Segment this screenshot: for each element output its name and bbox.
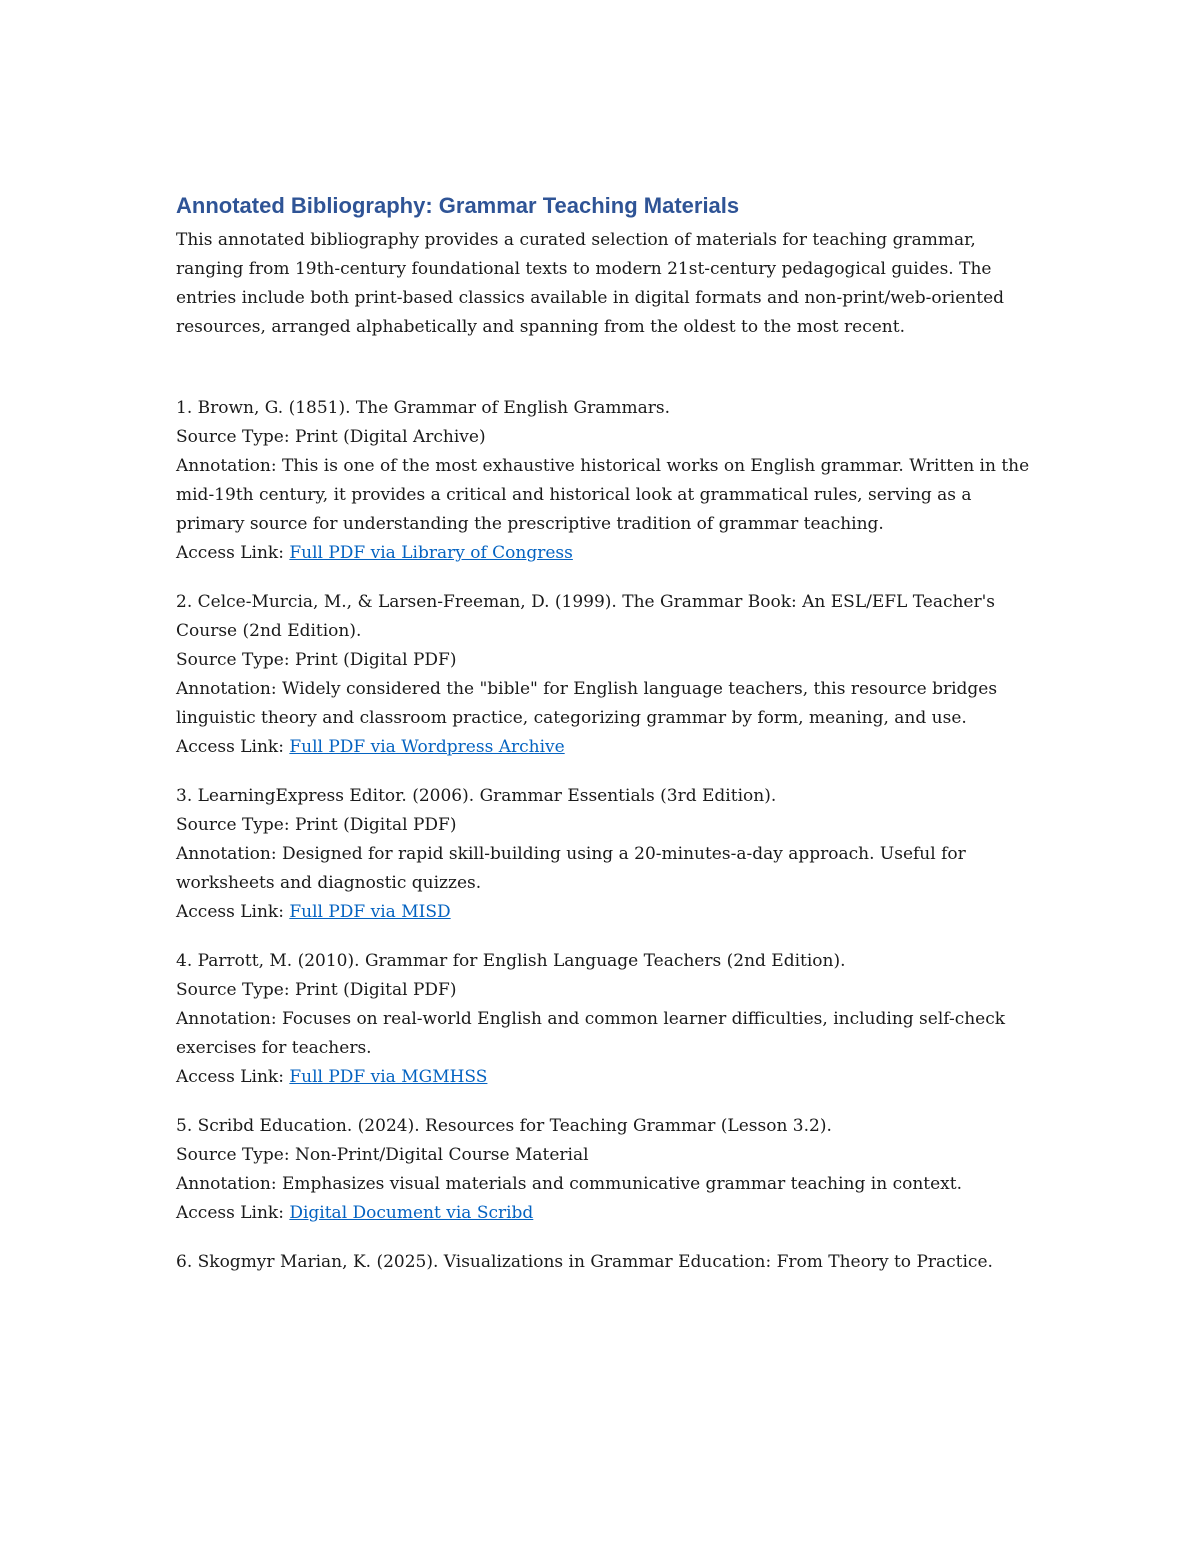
- bibliography-entry-5: [176, 1112, 1036, 1228]
- entry-source-type: Source Type: Print (Digital Archive): [176, 427, 486, 447]
- bibliography-entry-1: [176, 394, 1036, 568]
- entry-source-type: Source Type: Print (Digital PDF): [176, 980, 457, 1000]
- entry-access-line: [176, 1199, 1036, 1228]
- entry-access-line: [176, 539, 1036, 568]
- access-label: Access Link:: [176, 543, 290, 563]
- entry-access-line: [176, 898, 1036, 927]
- access-link[interactable]: Full PDF via MISD: [289, 902, 451, 922]
- entry-citation: 6. Skogmyr Marian, K. (2025). Visualizations in Grammar Education: From Theory to Practice.: [176, 1252, 993, 1272]
- document-title: Annotated Bibliography: Grammar Teaching Materials: [176, 193, 740, 218]
- entry-annotation: Annotation: Focuses on real-world English and common learner difficulties, including self-check exercises for teachers.: [176, 1009, 1006, 1058]
- entry-annotation: Annotation: Widely considered the "bible" for English language teachers, this resource bridges linguistic theory and classroom practice, categorizing grammar by form, meaning, and use.: [176, 679, 998, 728]
- entry-annotation: Annotation: Designed for rapid skill-building using a 20-minutes-a-day approach. Useful for worksheets and diagnostic quizzes.: [176, 844, 966, 893]
- access-link[interactable]: Full PDF via MGMHSS: [289, 1067, 488, 1087]
- access-label: Access Link:: [176, 1067, 290, 1087]
- access-link[interactable]: Full PDF via Library of Congress: [289, 543, 573, 563]
- document-page: [176, 190, 1036, 1297]
- bibliography-entry-3: [176, 782, 1036, 927]
- intro-paragraph: This annotated bibliography provides a curated selection of materials for teaching grammar, ranging from 19th-century foundational texts to modern 21st-century pedagogical guides. The entries include both print-based classics available in digital formats and non-print/web-oriented resources, arranged alphabetically and spanning from the oldest to the most recent.: [176, 230, 1005, 337]
- entry-source-type: Source Type: Print (Digital PDF): [176, 815, 457, 835]
- bibliography-entry-2: [176, 588, 1036, 762]
- entry-access-line: [176, 1063, 1036, 1092]
- bibliography-entry-6: [176, 1248, 1036, 1277]
- access-link[interactable]: Digital Document via Scribd: [289, 1203, 534, 1223]
- entry-source-type: Source Type: Non-Print/Digital Course Material: [176, 1145, 589, 1165]
- entry-citation: 1. Brown, G. (1851). The Grammar of English Grammars.: [176, 398, 670, 418]
- access-link[interactable]: Full PDF via Wordpress Archive: [289, 737, 565, 757]
- entry-citation: 2. Celce-Murcia, M., & Larsen-Freeman, D. (1999). The Grammar Book: An ESL/EFL Teacher's Course (2nd Edition).: [176, 592, 996, 641]
- entry-source-type: Source Type: Print (Digital PDF): [176, 650, 457, 670]
- access-label: Access Link:: [176, 902, 290, 922]
- entry-annotation: Annotation: Emphasizes visual materials and communicative grammar teaching in context.: [176, 1174, 962, 1194]
- bibliography-entry-4: [176, 947, 1036, 1092]
- entry-citation: 4. Parrott, M. (2010). Grammar for English Language Teachers (2nd Edition).: [176, 951, 846, 971]
- entry-citation: 3. LearningExpress Editor. (2006). Grammar Essentials (3rd Edition).: [176, 786, 777, 806]
- entry-annotation: Annotation: This is one of the most exhaustive historical works on English grammar. Written in the mid-19th century, it provides a critical and historical look at grammatical rules, serving as a primary source for understanding the prescriptive tradition of grammar teaching.: [176, 456, 1030, 534]
- entry-access-line: [176, 733, 1036, 762]
- access-label: Access Link:: [176, 737, 290, 757]
- entry-citation: 5. Scribd Education. (2024). Resources for Teaching Grammar (Lesson 3.2).: [176, 1116, 832, 1136]
- access-label: Access Link:: [176, 1203, 290, 1223]
